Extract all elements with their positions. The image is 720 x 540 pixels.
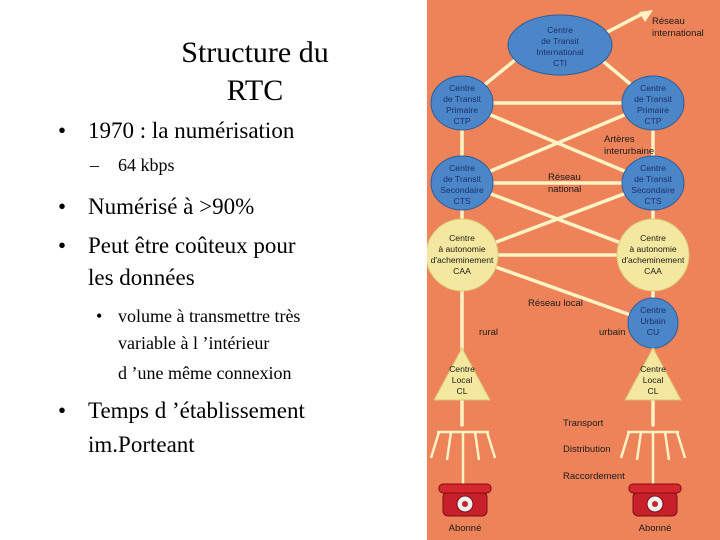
ctp-label-3: Primaire	[446, 105, 478, 115]
bullet-text: variable à l ’intérieur	[118, 333, 270, 353]
network-diagram	[427, 0, 720, 540]
caa-label-1: Centre	[640, 233, 666, 243]
cl-label-1: Centre	[449, 364, 475, 374]
bullet-marker: •	[96, 306, 103, 326]
bullet-marker: •	[58, 398, 67, 423]
transport-label: Transport	[563, 418, 604, 429]
arteres-label-1: Artères	[604, 134, 635, 145]
ctp-node-left	[431, 76, 493, 130]
ctp-label-3: Primaire	[637, 105, 669, 115]
reseau-national-label-1: Réseau	[548, 172, 581, 183]
caa-label-1: Centre	[449, 233, 475, 243]
bullet-marker: •	[58, 118, 67, 143]
cts-label-3: Secondaire	[440, 185, 484, 195]
bullet-text: les données	[88, 265, 195, 290]
caa-node-left	[427, 219, 498, 291]
bullet-text: Temps d ’établissement	[88, 398, 305, 423]
cl-label-2: Local	[451, 375, 473, 385]
telephone-icon	[439, 484, 491, 516]
cts-label-2: de Transit	[443, 174, 481, 184]
cts-label-1: Centre	[449, 163, 475, 173]
cl-label-2: Local	[642, 375, 664, 385]
caa-label-2: à autonomie	[438, 244, 486, 254]
reseau-international-label-2: international	[652, 28, 704, 39]
reseau-local-label: Réseau local	[528, 298, 583, 309]
urbain-label: urbain	[599, 327, 626, 338]
ctp-label-4: CTP	[644, 116, 662, 126]
arteres-label-2: interurbaine	[604, 146, 655, 157]
cts-label-4: CTS	[644, 196, 662, 206]
cu-label-1: Centre	[640, 305, 666, 315]
cl-label-3: CL	[647, 386, 659, 396]
cu-label-2: Urbain	[640, 316, 666, 326]
bullet-text: Numérisé à >90%	[88, 194, 255, 219]
cts-label-4: CTS	[453, 196, 471, 206]
ctp-label-1: Centre	[449, 83, 475, 93]
cl-label-1: Centre	[640, 364, 666, 374]
bullet-marker: •	[58, 233, 67, 258]
bullet-text: 1970 : la numérisation	[88, 118, 295, 143]
bullet-marker: •	[58, 194, 67, 219]
distribution-label: Distribution	[563, 444, 611, 455]
cts-node-right	[622, 156, 684, 210]
slide-title-line-1: Structure du	[181, 36, 329, 69]
cti-label-4: CTI	[553, 58, 567, 68]
cti-node	[508, 15, 612, 75]
telephone-icon	[629, 484, 681, 516]
bullet-marker: –	[90, 155, 99, 175]
reseau-national-label-2: national	[548, 184, 582, 195]
cu-label-3: CU	[646, 327, 660, 337]
cts-label-3: Secondaire	[631, 185, 675, 195]
rural-label: rural	[479, 327, 499, 338]
bullet-text: Peut être coûteux pour	[88, 233, 296, 258]
cts-node-left	[431, 156, 493, 210]
slide-title	[150, 34, 360, 110]
ctp-label-2: de Transit	[443, 94, 481, 104]
cu-node	[628, 298, 678, 348]
caa-label-3: d'acheminement	[621, 255, 685, 265]
network-diagram-svg	[427, 0, 720, 540]
caa-label-2: à autonomie	[629, 244, 677, 254]
abonne-label-right: Abonné	[638, 523, 672, 534]
raccordement-label: Raccordement	[563, 471, 625, 482]
ctp-label-2: de Transit	[634, 94, 672, 104]
cl-label-3: CL	[456, 386, 468, 396]
cts-label-1: Centre	[640, 163, 666, 173]
ctp-label-1: Centre	[640, 83, 666, 93]
bullet-text: 64 kbps	[118, 155, 175, 175]
ctp-label-4: CTP	[453, 116, 471, 126]
caa-label-4: CAA	[453, 266, 471, 276]
cti-label-1: Centre	[547, 25, 573, 35]
reseau-international-label-1: Réseau	[652, 16, 685, 27]
ctp-node-right	[622, 76, 684, 130]
cti-label-3: International	[536, 47, 584, 57]
cts-label-2: de Transit	[634, 174, 672, 184]
caa-label-4: CAA	[644, 266, 662, 276]
caa-node-right	[617, 219, 689, 291]
bullet-text: volume à transmettre très	[118, 306, 301, 326]
cti-label-2: de Transit	[541, 36, 579, 46]
abonne-label-left: Abonné	[448, 523, 482, 534]
slide-title-line-2: RTC	[226, 74, 284, 107]
bullet-text: im.Porteant	[88, 432, 195, 457]
caa-label-3: d'acheminement	[430, 255, 494, 265]
bullet-text: d ’une même connexion	[118, 363, 292, 383]
